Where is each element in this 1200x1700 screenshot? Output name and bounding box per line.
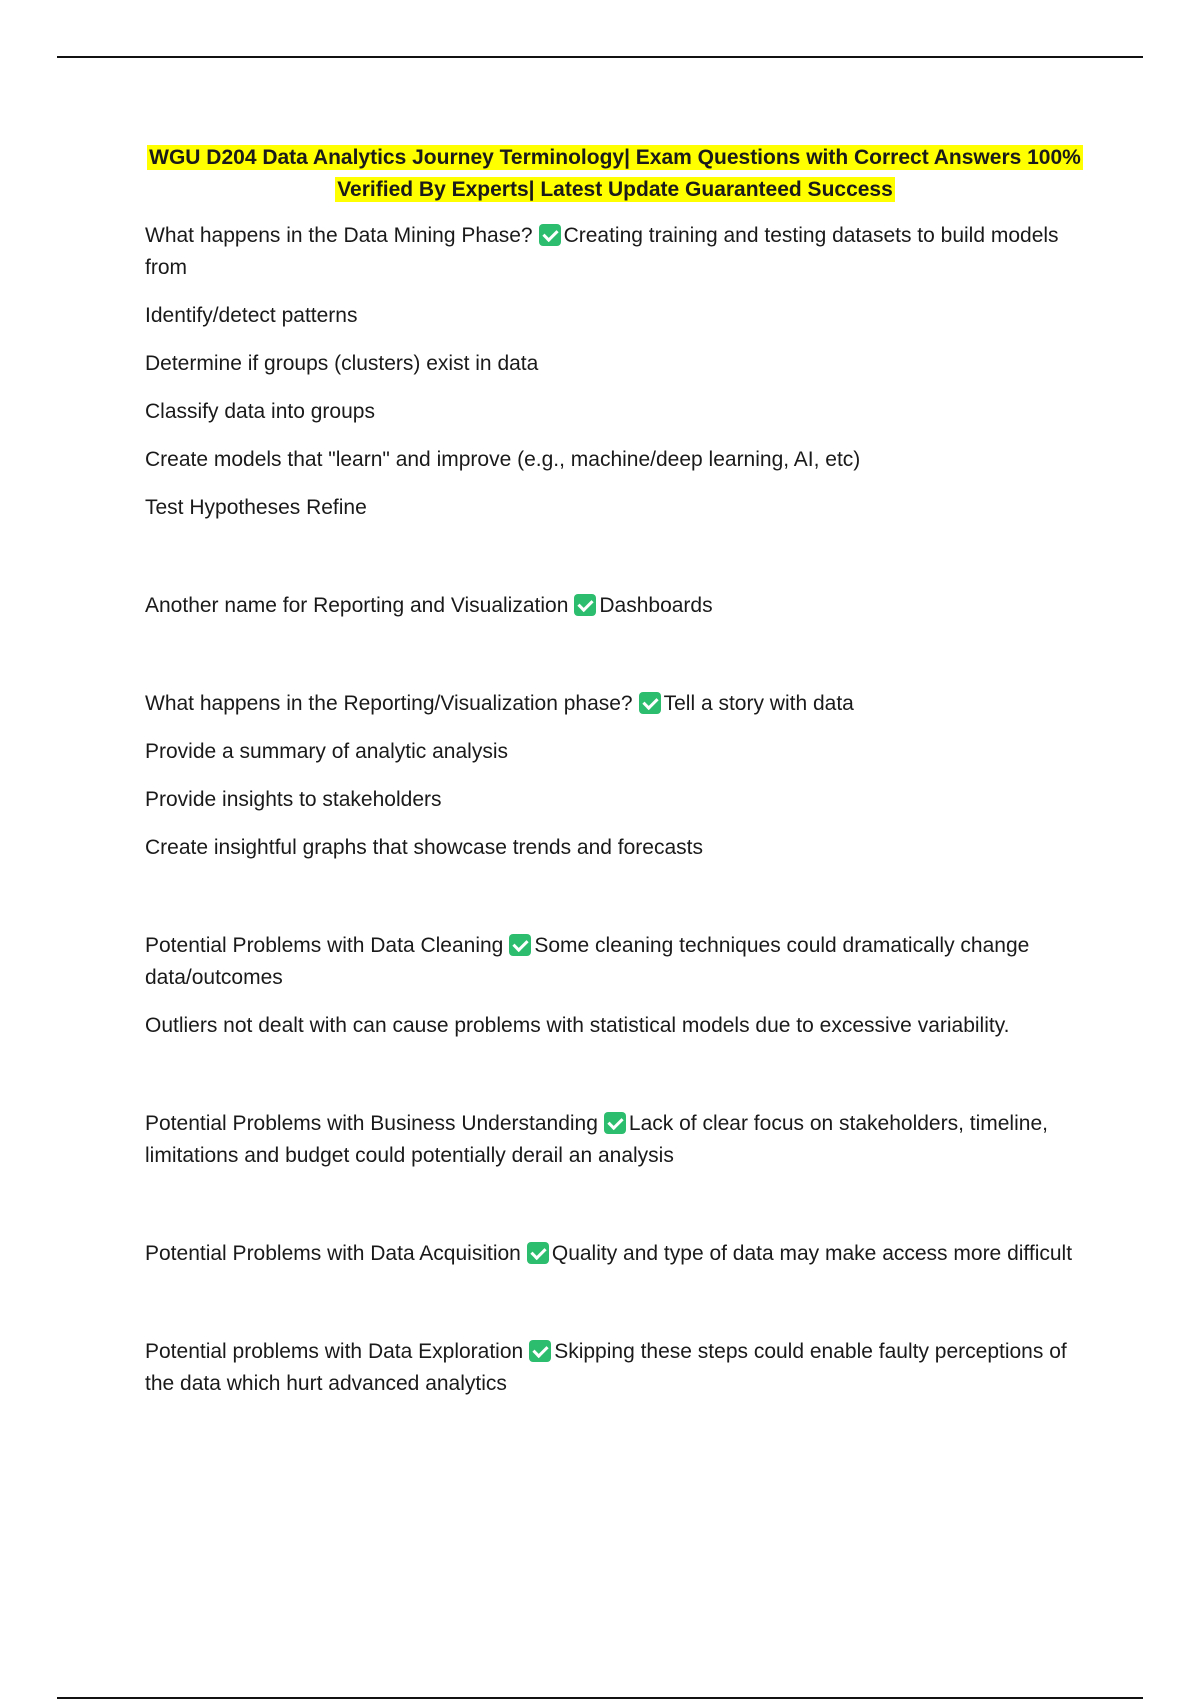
qa-entry	[145, 1238, 1085, 1270]
answer-detail: Provide insights to stakeholders	[145, 788, 442, 811]
check-mark-icon	[639, 692, 661, 714]
question-text: What happens in the Reporting/Visualization phase?	[145, 692, 633, 715]
answer-text: Tell a story with data	[663, 692, 854, 715]
answer-text: Quality and type of data may make access more difficult	[551, 1242, 1073, 1265]
answer-detail: Test Hypotheses Refine	[145, 496, 367, 519]
qa-entry	[145, 1108, 1085, 1172]
qa-entry	[145, 590, 1085, 622]
check-mark-icon	[539, 224, 561, 246]
answer-detail: Create insightful graphs that showcase trends and forecasts	[145, 836, 703, 859]
document-body	[145, 142, 1085, 1416]
qa-entry	[145, 688, 1085, 720]
question-text: Potential problems with Data Exploration	[145, 1340, 524, 1363]
title-line-2: Verified By Experts| Latest Update Guaranteed Success	[337, 178, 893, 201]
answer-text: Skipping these steps could enable faulty perceptions of the data which hurt advanced analytics	[145, 1340, 1067, 1395]
question-text: What happens in the Data Mining Phase?	[145, 224, 533, 247]
answer-text: Lack of clear focus on stakeholders, timeline, limitations and budget could potentially derail an analysis	[145, 1112, 1048, 1167]
answer-text: Creating training and testing datasets to build models from	[145, 224, 1059, 279]
question-text: Potential Problems with Business Understanding	[145, 1112, 598, 1135]
check-mark-icon	[527, 1242, 549, 1264]
answer-detail: Classify data into groups	[145, 400, 375, 423]
answer-detail: Provide a summary of analytic analysis	[145, 740, 508, 763]
question-text: Potential Problems with Data Cleaning	[145, 934, 504, 957]
answer-text: Dashboards	[599, 594, 713, 617]
check-mark-icon	[604, 1112, 626, 1134]
answer-detail: Identify/detect patterns	[145, 304, 358, 327]
answer-detail: Outliers not dealt with can cause problems with statistical models due to excessive variability.	[145, 1014, 1010, 1037]
answer-detail: Create models that "learn" and improve (e.g., machine/deep learning, AI, etc)	[145, 448, 861, 471]
title-line-1: WGU D204 Data Analytics Journey Terminology| Exam Questions with Correct Answers 100%	[149, 146, 1081, 169]
qa-entry	[145, 930, 1085, 994]
check-mark-icon	[529, 1340, 551, 1362]
bottom-rule	[57, 1697, 1143, 1699]
question-text: Potential Problems with Data Acquisition	[145, 1242, 521, 1265]
check-mark-icon	[509, 934, 531, 956]
qa-entry	[145, 220, 1085, 284]
question-text: Another name for Reporting and Visualization	[145, 594, 569, 617]
answer-text: Some cleaning techniques could dramatically change data/outcomes	[145, 934, 1030, 989]
page-title	[145, 142, 1085, 206]
answer-detail: Determine if groups (clusters) exist in data	[145, 352, 539, 375]
check-mark-icon	[574, 594, 596, 616]
qa-entry	[145, 1336, 1085, 1400]
top-rule	[57, 56, 1143, 58]
